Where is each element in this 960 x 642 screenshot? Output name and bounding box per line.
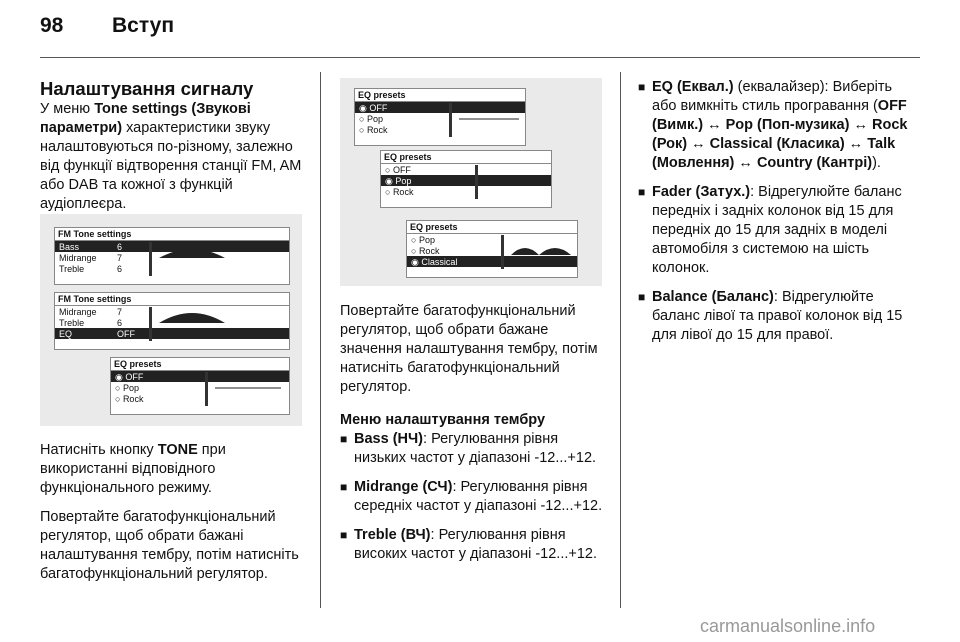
press-tone-paragraph: Натисніть кнопку TONE при використанні відповідного функціонального режиму. [40, 442, 226, 496]
column-3 [638, 78, 914, 355]
page-number: 98 [40, 14, 64, 37]
eq-presets-screen-2: EQ presets ○ OFF ◉ Pop ○ Rock [380, 150, 552, 208]
tone-settings-figure [40, 214, 302, 426]
watermark: carmanualsonline.info [700, 616, 876, 636]
tone-menu-heading: Меню налаштування тембру [340, 412, 546, 428]
list-item-fader: ■ Fader (Затух.): Відрегулюйте баланс передніх і задніх колонок від 15 для передніх до 15 для задніх в моделі автомобіля з системою на шість колонок. [638, 183, 914, 278]
eq-presets-screen: EQ presets ◉ OFF ○ Pop ○ Rock [110, 357, 290, 415]
column-divider-2 [620, 72, 621, 608]
header-divider [40, 57, 920, 58]
column-1-lower [40, 441, 312, 594]
eq-presets-screen-1: EQ presets ◉ OFF ○ Pop ○ Rock [354, 88, 526, 146]
list-item: ■ Midrange (СЧ): Регулювання рівня середніх частот у діапазоні -12...+12. [340, 478, 608, 516]
column-2 [340, 302, 608, 574]
turn-knob-paragraph-2: Повертайте багатофункціональний регулятор, щоб обрати бажане значення налаштування тембру, потім натисніть багатофункціональний регулятор. [340, 303, 598, 395]
settings-list [638, 78, 914, 345]
fm-tone-screen-1: FM Tone settings Bass 6 Midrange 7 Treble 6 [54, 227, 290, 285]
intro-paragraph: У меню Tone settings (Звукові параметри) характеристики звуку налаштовуються по-різному, залежно від функції відтворення станції FM, AM або DAB та кожної з функцій аудіоплеєра. [40, 101, 302, 212]
tone-menu-list [340, 430, 608, 564]
turn-knob-paragraph: Повертайте багатофункціональний регулятор, щоб обрати бажані налаштування тембру, потім натисніть багатофункціональний регулятор. [40, 509, 299, 582]
list-item: ■ Treble (ВЧ): Регулювання рівня високих частот у діапазоні -12...+12. [340, 526, 608, 564]
eq-presets-screen-3: EQ presets ○ Pop ○ Rock ◉ Classical [406, 220, 578, 278]
column-divider-1 [320, 72, 321, 608]
list-item-eq: ■ EQ (Еквал.) (еквалайзер): Виберіть або вимкніть стиль програвання (OFF (Вимк.) ↔ Pop (Поп-музика) ↔ Rock (Рок) ↔ Classical (Класика) ↔ Talk (Мовлення) ↔ Country (Кантрі)). [638, 78, 914, 173]
list-item-balance: ■ Balance (Баланс): Відрегулюйте баланс лівої та правої колонок від 15 для лівої до 15 для правої. [638, 288, 914, 345]
column-1 [40, 78, 312, 224]
list-item: ■ Bass (НЧ): Регулювання рівня низьких частот у діапазоні -12...+12. [340, 430, 608, 468]
section-heading: Налаштування сигналу [40, 78, 254, 99]
fm-tone-screen-2: FM Tone settings Midrange 7 Treble 6 EQ OFF [54, 292, 290, 350]
eq-presets-figure [340, 78, 602, 286]
chapter-title: Вступ [112, 14, 175, 37]
page-header [40, 14, 174, 38]
